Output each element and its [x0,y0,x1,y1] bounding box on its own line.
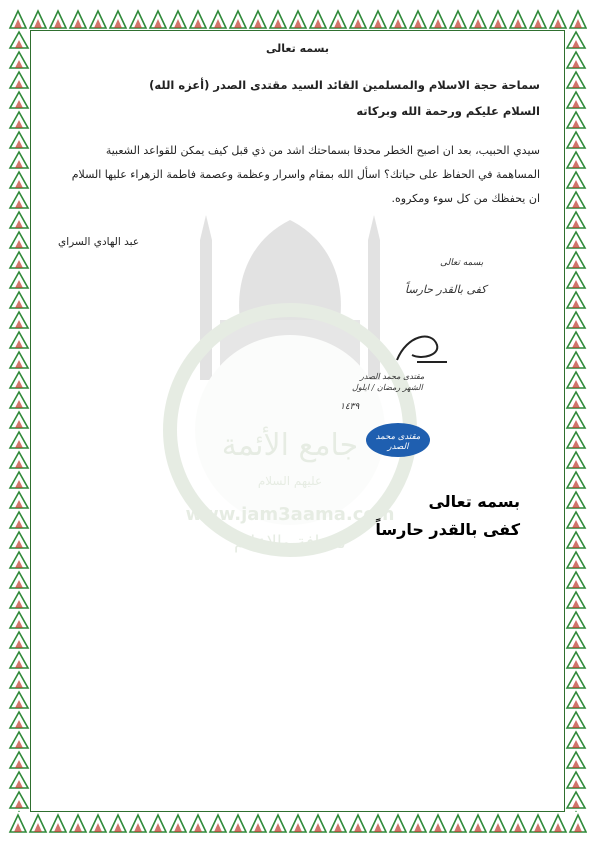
greeting: السلام عليكم ورحمة الله وبركاته [356,104,540,118]
watermark-site: www.jam3aama.com [185,504,395,525]
signer-date-line: الشهر رمضان / ايلول [352,383,423,392]
body-line: سيدي الحبيب، بعد ان اصبح الخطر محدقا بسماحتك اشد من ذي قبل كيف يمكن للقواعد الشعبية [105,144,540,157]
typed-reply: كفى بالقدر حارساً [375,520,520,539]
watermark-bottom-label: للثقافة والإعلام [233,532,347,553]
signature-mark [392,330,452,370]
handwritten-reply: كفى بالقدر حارساً [405,283,487,296]
border-top [8,8,587,30]
seal-text: مقتدى محمد الصدر [375,432,421,452]
border-right [565,30,587,812]
signer-name: مقتدى محمد الصدر [360,372,425,381]
watermark-sub-label: عليهم السلام [257,474,323,488]
body-line: ان يحفظك من كل سوء ومكروه. [391,192,540,205]
body-line: المساهمة في الحفاظ على حياتك؟ اسأل الله بمقام واسرار وعظمة وعصمة فاطمة الزهراء عليها السلام [71,168,540,181]
addressee: سماحة حجة الاسلام والمسلمين القائد السيد مقتدى الصدر (أعزه الله) [149,78,540,92]
watermark-arc-label: جامع الأئمة [221,428,359,463]
border-left [8,30,30,812]
border-bottom [8,812,587,834]
signer-year: ١٤٣٩ [340,402,360,412]
sender-name: عبد الهادي السراي [58,236,140,248]
handwritten-title: بسمه تعالى [440,258,484,268]
letter-title: بسمه تعالى [266,42,329,55]
typed-title: بسمه تعالى [428,492,520,511]
